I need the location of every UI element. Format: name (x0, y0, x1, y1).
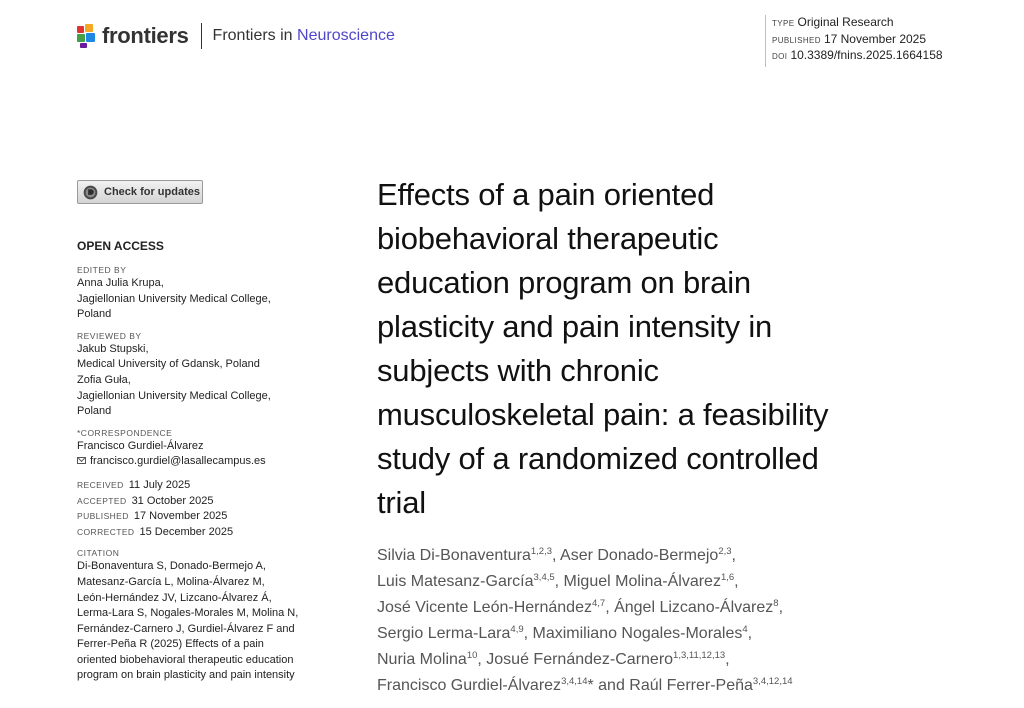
author-name[interactable]: Silvia Di-Bonaventura (377, 547, 531, 564)
correspondence-name: Francisco Gurdiel-Álvarez (77, 439, 204, 452)
author-name[interactable]: Luis Matesanz-García (377, 573, 534, 590)
editor-line: Jagiellonian University Medical College, (77, 292, 271, 305)
author-separator: , (477, 651, 487, 668)
reviewer-line: Poland (77, 405, 112, 418)
frontiers-logo-icon (77, 24, 97, 48)
open-access-label: OPEN ACCESS (77, 239, 164, 253)
author-line (377, 595, 977, 621)
correspondence-label: *CORRESPONDENCE (77, 427, 173, 438)
citation-line: Ferrer-Peña R (2025) Effects of a pain (77, 638, 264, 651)
check-for-updates-button[interactable] (77, 180, 203, 204)
author-affiliation: 4,9 (510, 624, 524, 635)
citation-line: Fernández-Carnero J, Gurdiel-Álvarez F and (77, 622, 295, 635)
logo-divider (201, 23, 202, 49)
logo-wordmark: frontiers (102, 23, 189, 48)
citation-line: program on brain plasticity and pain intensity (77, 669, 295, 682)
correspondence-email[interactable]: francisco.gurdiel@lasallecampus.es (77, 454, 337, 470)
author-line (377, 569, 977, 595)
author-separator: , (605, 599, 615, 616)
author-line (377, 647, 977, 673)
author-separator: , (731, 547, 736, 564)
frontiers-logo[interactable] (77, 22, 395, 50)
author-name[interactable]: Ángel Lizcano-Álvarez (614, 599, 774, 616)
author-name[interactable]: Sergio Lerma-Lara (377, 625, 511, 642)
edited-by-label: EDITED BY (77, 265, 127, 275)
article-sidebar (77, 239, 337, 684)
editor-line: Anna Julia Krupa, (77, 277, 164, 289)
author-name[interactable]: Francisco Gurdiel-Álvarez (377, 677, 562, 694)
citation-line: Di-Bonaventura S, Donado-Bermejo A, (77, 560, 266, 573)
author-list (377, 543, 977, 699)
author-separator: , (554, 573, 564, 590)
mail-icon (77, 457, 86, 464)
author-name[interactable]: Miguel Molina-Álvarez (563, 573, 721, 590)
reviewed-by-label: REVIEWED BY (77, 330, 142, 341)
author-name[interactable]: José Vicente León-Hernández (377, 599, 592, 616)
author-separator: , (552, 547, 561, 564)
check-updates-label: Check for updates (104, 186, 200, 198)
author-separator: * and (587, 677, 630, 694)
title-line: Effects of a pain oriented (377, 177, 715, 212)
title-line: musculoskeletal pain: a feasibility (377, 397, 829, 432)
author-affiliation: 1,2,3 (530, 546, 552, 557)
author-name[interactable]: Raúl Ferrer-Peña (629, 677, 753, 694)
title-line: education program on brain (377, 265, 751, 300)
article-title (377, 173, 957, 525)
author-name[interactable]: Maximiliano Nogales-Morales (532, 625, 743, 642)
citation-label: CITATION (77, 548, 120, 559)
journal-name[interactable]: Frontiers in Neuroscience (212, 27, 395, 44)
check-updates-icon (83, 185, 98, 200)
citation-line: Matesanz-García L, Molina-Álvarez M, (77, 575, 265, 588)
received-date: RECEIVED 11 July 2025 (77, 478, 191, 491)
reviewer-line: Jagiellonian University Medical College, (77, 389, 271, 402)
citation-line: oriented biobehavioral therapeutic education (77, 653, 294, 666)
title-line: biobehavioral therapeutic (377, 221, 719, 256)
author-separator: , (747, 625, 753, 642)
author-affiliation: 3,4,12,14 (752, 676, 793, 687)
citation-line: León-Hernández JV, Lizcano-Álvarez Á, (77, 591, 272, 604)
article-doi[interactable]: DOI 10.3389/fnins.2025.1664158 (772, 48, 943, 62)
author-name[interactable]: Aser Donado-Bermejo (560, 547, 719, 564)
author-affiliation: 2,3 (718, 546, 732, 557)
author-line (377, 621, 977, 647)
author-name[interactable]: Josué Fernández-Carnero (486, 651, 674, 668)
title-line: plasticity and pain intensity in (377, 309, 773, 344)
article-published: PUBLISHED 17 November 2025 (772, 31, 927, 46)
author-affiliation: 8 (773, 598, 779, 609)
author-line (377, 543, 977, 569)
editor-line: Poland (77, 308, 112, 321)
published-date: PUBLISHED 17 November 2025 (77, 510, 228, 523)
author-affiliation: 1,6 (720, 572, 735, 583)
author-affiliation: 3,4,5 (533, 572, 555, 583)
title-line: subjects with chronic (377, 353, 659, 388)
author-affiliation: 3,4,14 (561, 676, 588, 687)
author-separator: , (778, 599, 784, 616)
title-line: trial (377, 485, 426, 520)
reviewer-line: Zofia Guła, (77, 373, 131, 386)
author-affiliation: 4,7 (591, 598, 606, 609)
author-affiliation: 10 (466, 650, 478, 661)
reviewer-line: Jakub Stupski, (77, 342, 149, 355)
reviewer-line: Medical University of Gdansk, Poland (77, 358, 260, 371)
author-line (377, 673, 977, 699)
accepted-date: ACCEPTED 31 October 2025 (77, 494, 214, 507)
article-meta (765, 15, 943, 67)
author-affiliation: 1,3,11,12,13 (673, 650, 726, 661)
citation-line: Lerma-Lara S, Nogales-Morales M, Molina N, (77, 607, 299, 620)
article-type: TYPE Original Research (772, 15, 894, 29)
author-affiliation: 4 (742, 624, 748, 635)
author-separator: , (734, 573, 739, 590)
author-separator: , (725, 651, 730, 668)
title-line: study of a randomized controlled (377, 441, 819, 476)
author-name[interactable]: Nuria Molina (377, 651, 467, 668)
author-separator: , (523, 625, 533, 642)
corrected-date: CORRECTED 15 December 2025 (77, 525, 234, 538)
